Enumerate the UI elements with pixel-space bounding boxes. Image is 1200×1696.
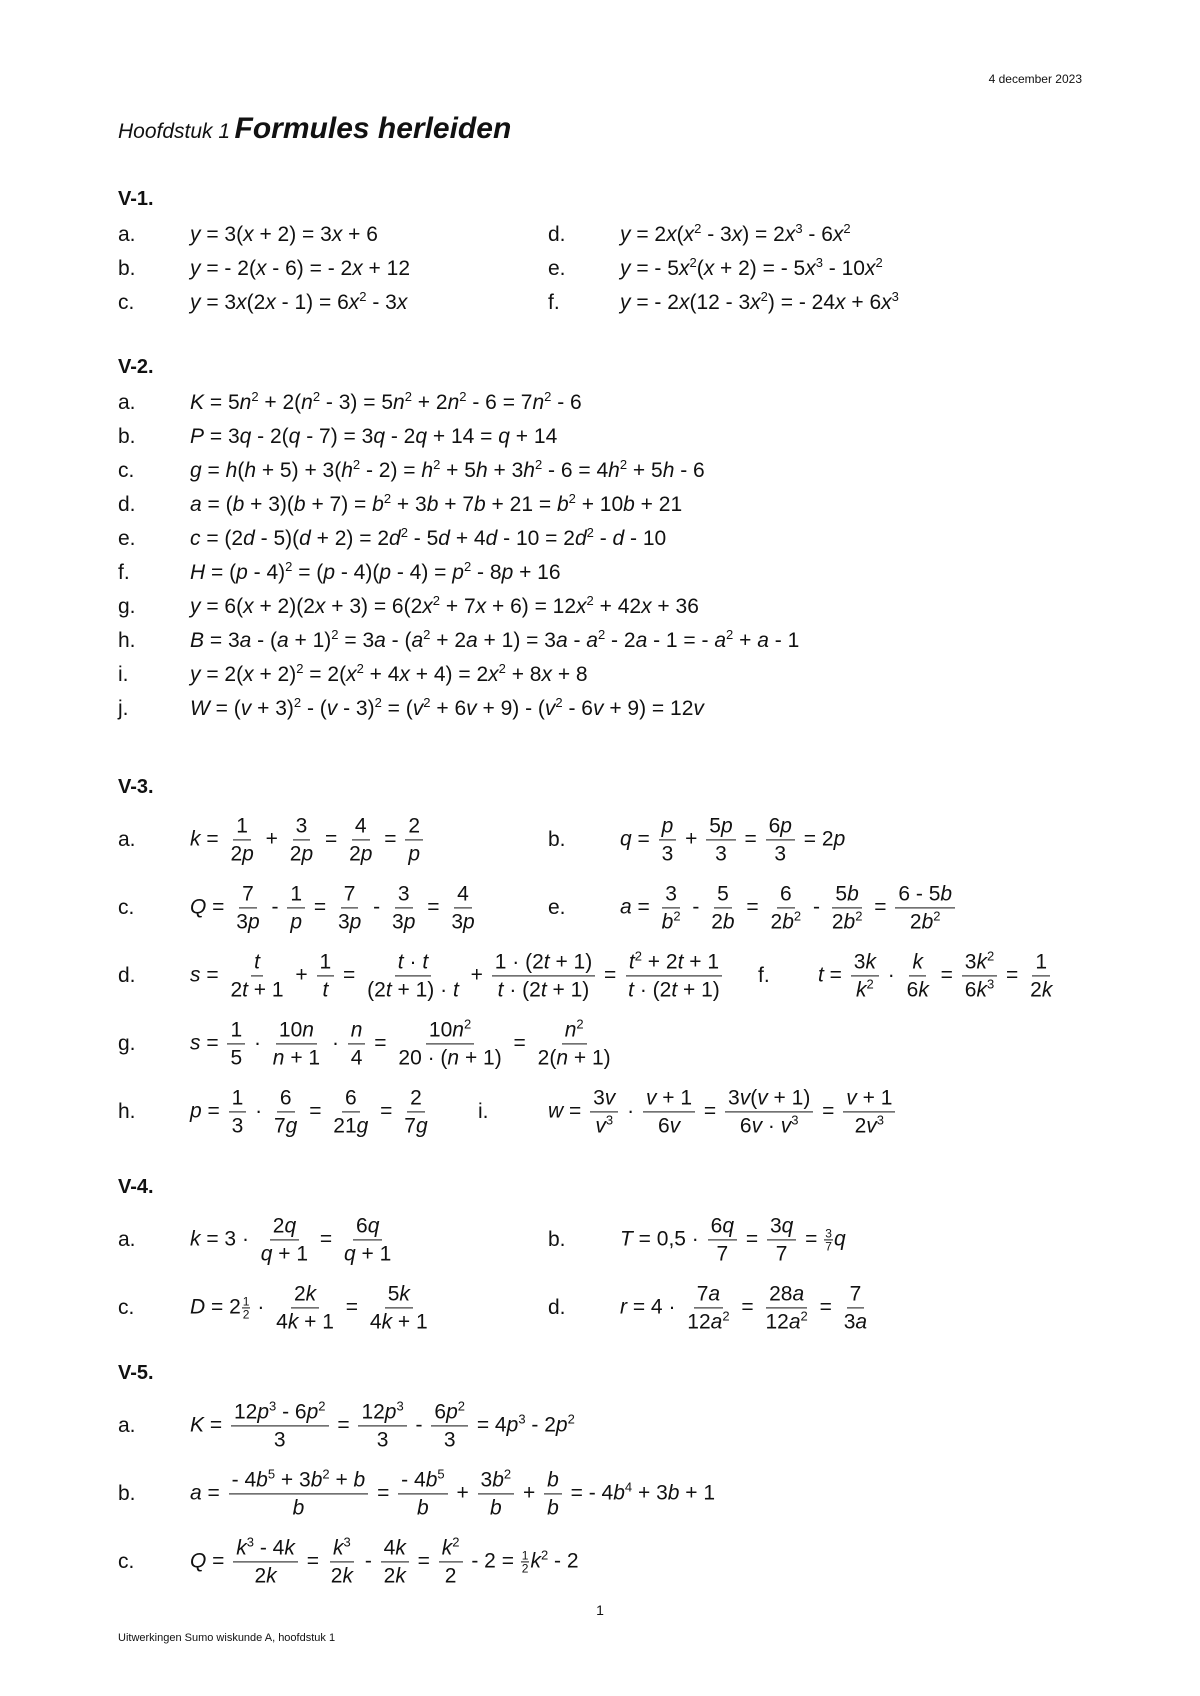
exercise-row xyxy=(118,386,1100,420)
formula: $a = (b + 3)(b + 7) = b^2 + 3b + 7b + 21 = b^2 + 10b + 21$ xyxy=(190,491,683,516)
exercise-label: f. xyxy=(548,291,560,314)
section-heading: V-5. xyxy=(118,1362,154,1384)
exercise-label: d. xyxy=(118,493,136,516)
exercise-row xyxy=(118,942,1100,1010)
section-v2 xyxy=(118,356,1100,726)
exercise-label: a. xyxy=(118,828,136,851)
formula: D = 2 $\frac{1}{2}$ · $\frac{2k}{4k + 1}$ = $\frac{5k}{4k + 1}$ xyxy=(190,1282,428,1334)
exercise-row xyxy=(118,806,1100,874)
formula: p = $\frac{1}{3}$ · $\frac{6}{7g}$ = $\frac{6}{21g}$ = $\frac{2}{7g}$ xyxy=(190,1086,428,1138)
exercise-row xyxy=(118,1274,1100,1342)
formula: K = $\frac{12p^3 - 6p^2}{3}$ = $\frac{12p^3}{3}$ - $\frac{6p^2}{3}$ = $4p^3 - 2p^2$ xyxy=(190,1398,575,1452)
formula: a = $\frac{3}{b^2}$ - $\frac{5}{2b}$ = $\frac{6}{2b^2}$ - $\frac{5b}{2b^2}$ = $\frac{6 - 5b}{2b^2}$ xyxy=(620,882,958,933)
exercise-label: g. xyxy=(118,595,136,618)
exercise-label: i. xyxy=(118,663,129,686)
footer-text: Uitwerkingen Sumo wiskunde A, hoofdstuk 1 xyxy=(118,1632,336,1644)
exercise-row xyxy=(118,692,1100,726)
formula: a = $\frac{- 4b^5 + 3b^2 + b}{b}$ = $\frac{- 4b^5}{b}$ + $\frac{3b^2}{b}$ + $\frac{b}{b}$ = - $4b^4 + 3b + 1$ xyxy=(190,1466,716,1520)
formula: k = 3 · $\frac{2q}{q + 1}$ = $\frac{6q}{q + 1}$ xyxy=(190,1214,392,1266)
formula: y = - $5x^2(x + 2)$ = - $5x^3 - 10x^2$ xyxy=(620,255,883,280)
exercise-label: c. xyxy=(118,896,135,919)
formula: q = $\frac{p}{3}$ + $\frac{5p}{3}$ = $\frac{6p}{3}$ = 2p xyxy=(620,814,846,866)
exercise-row xyxy=(118,420,1100,454)
formula: s = $\frac{1}{5}$ · $\frac{10n}{n + 1}$ · $\frac{n}{4}$ = $\frac{10n^2}{20 \cdot (n + 1)}$ = $\frac{n^2}{2(n + 1)}$ xyxy=(190,1016,611,1070)
chapter-label: Hoofdstuk 1 xyxy=(118,120,231,143)
page-number: 1 xyxy=(596,1602,604,1618)
exercise-row xyxy=(118,286,1100,320)
exercise-label: e. xyxy=(548,896,566,919)
exercise-label: c. xyxy=(118,291,135,314)
exercise-row xyxy=(118,252,1100,286)
formula: $c = (2d - 5)(d + 2) = 2d^2 - 5d + 4d - 10 = 2d^2 - d - 10$ xyxy=(190,525,667,550)
exercise-label: j. xyxy=(118,697,129,720)
exercise-label: b. xyxy=(548,828,566,851)
section-heading: V-2. xyxy=(118,356,154,378)
formula: $H = (p - 4)^2 = (p - 4)(p - 4) = p^2 - 8p + 16$ xyxy=(190,559,561,584)
exercise-row xyxy=(118,590,1100,624)
formula: $y = 2(x + 2)^2 = 2(x^2 + 4x + 4) = 2x^2 + 8x + 8$ xyxy=(190,661,588,686)
formula: y = 3(x + 2) = 3x + 6 xyxy=(190,223,378,246)
exercise-label: g. xyxy=(118,1032,136,1055)
formula: $y = 3x(2x - 1) = 6x^2 - 3x$ xyxy=(190,289,408,314)
exercise-label: a. xyxy=(118,1414,136,1437)
exercise-row xyxy=(118,454,1100,488)
exercise-label: b. xyxy=(118,1482,136,1505)
formula: t = $\frac{3k}{k^2}$ · $\frac{k}{6k}$ = $\frac{3k^2}{6k^3}$ = $\frac{1}{2k}$ xyxy=(818,948,1053,1002)
formula: s = $\frac{t}{2t + 1}$ + $\frac{1}{t}$ = $\frac{t \cdot t}{(2t + 1) \cdot t}$ + $\frac{1 \cdot (2t + 1)}{t \cdot (2t + 1)}$ = $\frac{t^2 + 2t + 1}{t \cdot (2t + 1)}$ xyxy=(190,950,726,1001)
formula: $W = (v + 3)^2 - (v - 3)^2 = (v^2 + 6v + 9) - (v^2 - 6v + 9) = 12v$ xyxy=(190,695,704,720)
formula: $y = 6(x + 2)(2x + 3) = 6(2x^2 + 7x + 6) = 12x^2 + 42x + 36$ xyxy=(190,593,699,618)
formula: $g = h(h + 5) + 3(h^2 - 2) = h^2 + 5h + 3h^2 - 6 = 4h^2 + 5h - 6$ xyxy=(190,457,705,482)
exercise-label: c. xyxy=(118,1296,135,1319)
section-heading: V-1. xyxy=(118,188,154,210)
formula: k = $\frac{1}{2p}$ + $\frac{3}{2p}$ = $\frac{4}{2p}$ = $\frac{2}{p}$ xyxy=(190,814,426,865)
formula: P = 3q - 2(q - 7) = 3q - 2q + 14 = q + 14 xyxy=(190,425,558,448)
exercise-label: b. xyxy=(118,257,136,280)
exercise-label: f. xyxy=(758,964,770,987)
exercise-label: b. xyxy=(118,425,136,448)
formula: $K = 5n^2 + 2(n^2 - 3) = 5n^2 + 2n^2 - 6 = 7n^2 - 6$ xyxy=(190,389,582,414)
section-v5 xyxy=(118,1362,1100,1596)
exercise-label: b. xyxy=(548,1228,566,1251)
exercise-row xyxy=(118,1528,1100,1596)
exercise-label: a. xyxy=(118,223,136,246)
exercise-row xyxy=(118,1460,1100,1528)
exercise-row xyxy=(118,488,1100,522)
exercise-row xyxy=(118,1392,1100,1460)
formula: r = 4 · $\frac{7a}{12a^2}$ = $\frac{28a}{12a^2}$ = $\frac{7}{3a}$ xyxy=(620,1282,868,1334)
exercise-row xyxy=(118,1010,1100,1078)
exercise-label: c. xyxy=(118,459,135,482)
section-heading: V-3. xyxy=(118,776,154,798)
section-v1 xyxy=(118,188,1100,320)
exercise-row xyxy=(118,874,1100,942)
exercise-row xyxy=(118,658,1100,692)
exercise-label: d. xyxy=(118,964,136,987)
formula: $B = 3a - (a + 1)^2 = 3a - (a^2 + 2a + 1) = 3a - a^2 - 2a - 1$ = - $a^2 + a - 1$ xyxy=(190,627,800,652)
formula: w = $\frac{3v}{v^3}$ · $\frac{v + 1}{6v}$ = $\frac{3v(v + 1)}{6v \cdot v^3}$ = $\frac{v + 1}{2v^3}$ xyxy=(548,1086,898,1137)
exercise-label: a. xyxy=(118,391,136,414)
exercise-label: h. xyxy=(118,1100,136,1123)
formula: $y = 2x(x^2 - 3x) = 2x^3 - 6x^2$ xyxy=(620,221,851,246)
exercise-label: d. xyxy=(548,1296,566,1319)
header-date: 4 december 2023 xyxy=(988,72,1082,86)
exercise-row xyxy=(118,556,1100,590)
exercise-row xyxy=(118,218,1100,252)
exercise-label: e. xyxy=(118,527,136,550)
exercise-row xyxy=(118,624,1100,658)
exercise-label: f. xyxy=(118,561,130,584)
formula: Q = $\frac{k^3 - 4k}{2k}$ = $\frac{k^3}{2k}$ - $\frac{4k}{2k}$ = $\frac{k^2}{2}$ - 2 = $\frac{1}{2}$ $k^2 - 2$ xyxy=(190,1534,579,1588)
exercise-row xyxy=(118,1078,1100,1146)
formula: Q = $\frac{7}{3p}$ - $\frac{1}{p}$ = $\frac{7}{3p}$ - $\frac{3}{3p}$ = $\frac{4}{3p}$ xyxy=(190,882,475,934)
formula: y = - $2x(12 - 3x^2)$ = - $24x + 6x^3$ xyxy=(620,289,899,314)
exercise-label: d. xyxy=(548,223,566,246)
chapter-title: Formules herleiden xyxy=(234,112,512,145)
exercise-label: a. xyxy=(118,1228,136,1251)
exercise-row xyxy=(118,1206,1100,1274)
exercise-label: h. xyxy=(118,629,136,652)
formula: y = - 2(x - 6) = - 2x + 12 xyxy=(190,257,411,280)
exercise-label: c. xyxy=(118,1550,135,1573)
exercise-label: i. xyxy=(478,1100,489,1123)
formula: T = 0,5 · $\frac{6q}{7}$ = $\frac{3q}{7}$ = $\frac{3}{7}$ q xyxy=(620,1214,846,1266)
page-title xyxy=(118,112,511,146)
exercise-label: e. xyxy=(548,257,566,280)
section-heading: V-4. xyxy=(118,1176,154,1198)
exercise-row xyxy=(118,522,1100,556)
section-v3 xyxy=(118,776,1100,1146)
section-v4 xyxy=(118,1176,1100,1342)
